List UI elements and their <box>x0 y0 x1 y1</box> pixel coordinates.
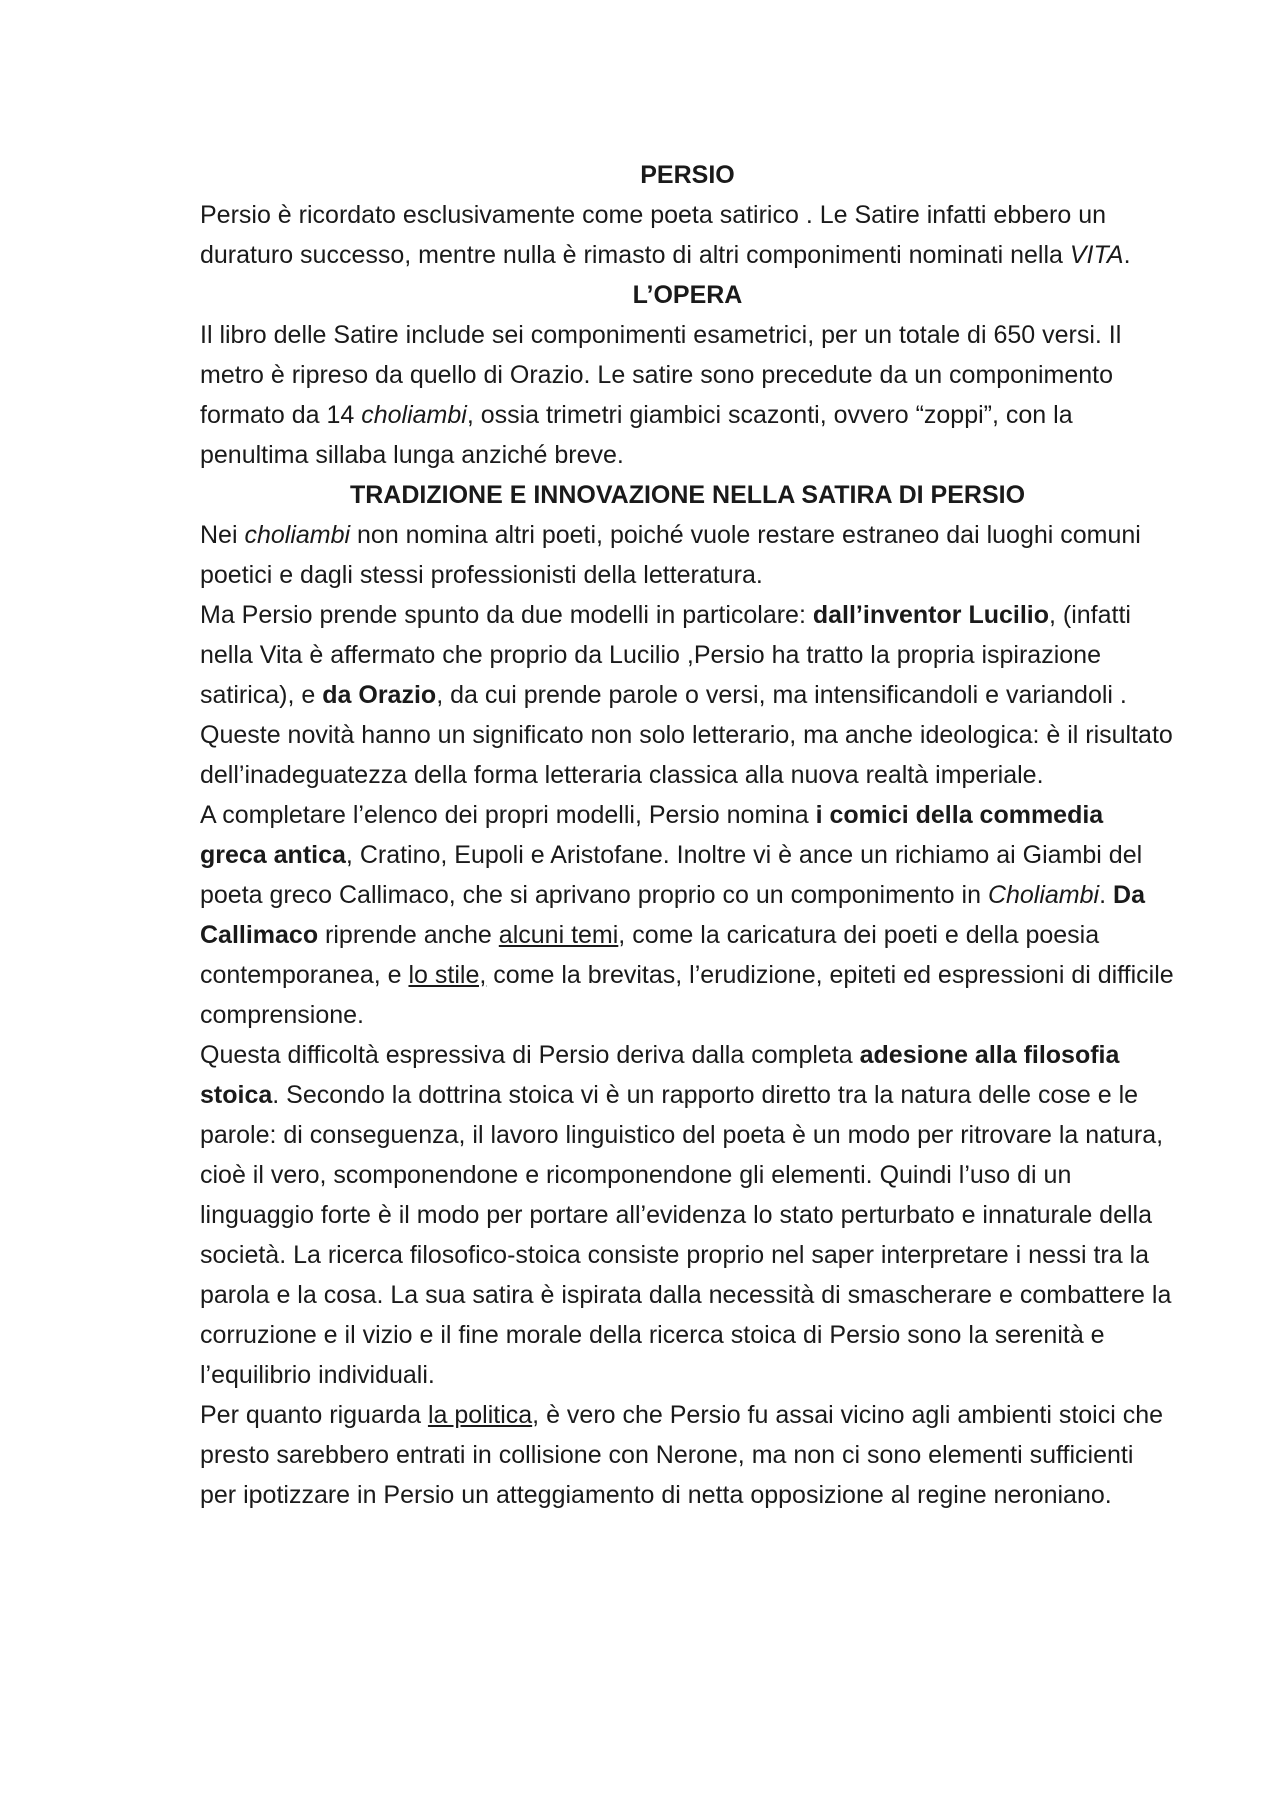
text-run: , (infatti nella Vita è affermato che proprio da Lucilio ,Persio ha tratto la propria ispirazione satirica), e <box>200 601 1131 709</box>
heading-tradizione: TRADIZIONE E INNOVAZIONE NELLA SATIRA DI PERSIO <box>349 481 1026 509</box>
paragraph-persio-intro <box>200 195 1175 275</box>
bold-run: Da Callimaco <box>200 881 1145 949</box>
paragraph-modelli <box>200 595 1175 795</box>
text-run: Questa difficoltà espressiva di Persio deriva dalla completa <box>200 1041 860 1069</box>
text-run: come la brevitas, l’erudizione, epiteti ed espressioni di difficile comprensione. <box>200 961 1174 1029</box>
italic-run: choliambi <box>361 401 467 429</box>
bold-run: da Orazio <box>322 681 437 709</box>
text-run: , Cratino, Eupoli e Aristofane. Inoltre vi è ance un richiamo ai Giambi del poeta greco Callimaco, che si aprivano proprio co un componimento in <box>200 841 1143 909</box>
text-run: Per quanto riguarda <box>200 1401 428 1429</box>
paragraph-opera <box>200 315 1175 475</box>
text-run: Persio è ricordato esclusivamente come poeta satirico . Le Satire infatti ebbero un duraturo successo, mentre nulla è rimasto di altri componimenti nominati nella <box>200 201 1107 269</box>
text-run: . Secondo la dottrina stoica vi è un rapporto diretto tra la natura delle cose e le parole: di conseguenza, il lavoro linguistico del poeta è un modo per ritrovare la natura, cioè il vero, scomponendone e ricomponendone gli elementi. Quindi l’uso di un linguaggio forte è il modo per portare all’evidenza lo stato perturbato e innaturale della società. La ricerca filosofico-stoica consiste proprio nel saper interpretare i nessi tra la parola e la cosa. La sua satira è ispirata dalla necessità di smascherare e combattere la corruzione e il vizio e il fine morale della ricerca stoica di Persio sono la serenità e l’equilibrio individuali. <box>200 1081 1172 1389</box>
italic-run: choliambi <box>244 521 351 549</box>
bold-run: adesione alla filosofia stoica <box>200 1041 1120 1109</box>
paragraph-commedia-callimaco <box>200 795 1175 1035</box>
text-run: Ma Persio prende spunto da due modelli in particolare: <box>200 601 813 629</box>
text-run: Il libro delle Satire include sei componimenti esametrici, per un totale di 650 versi. Il metro è ripreso da quello di Orazio. Le satire sono precedute da un componimento formato da 14 <box>200 321 1122 429</box>
heading-opera: L’OPERA <box>632 281 743 309</box>
italic-run: VITA <box>1069 241 1124 269</box>
text-run: . <box>1123 241 1131 269</box>
text-run: , è vero che Persio fu assai vicino agli ambienti stoici che presto sarebbero entrati in collisione con Nerone, ma non ci sono elementi sufficienti per ipotizzare in Persio un atteggiamento di netta opposizione al regine neroniano. <box>200 1401 1164 1509</box>
paragraph-choliambi <box>200 515 1175 595</box>
text-run: , ossia trimetri giambici scazonti, ovvero “zoppi”, con la penultima sillaba lunga anziché breve. <box>200 401 1073 469</box>
paragraph-politica <box>200 1395 1175 1515</box>
underline-run: alcuni temi <box>498 921 619 949</box>
italic-run: Choliambi <box>987 881 1100 909</box>
bold-run: i comici della commedia greca antica <box>200 801 1104 869</box>
text-run: Nei <box>200 521 245 549</box>
text-run: , come la caricatura dei poeti e della poesia contemporanea, e <box>200 921 1100 989</box>
document-page <box>200 155 1175 1515</box>
text-run: A completare l’elenco dei propri modelli, Persio nomina <box>200 801 816 829</box>
text-run: , da cui prende parole o versi, ma intensificandoli e variandoli . Queste novità hanno un significato non solo letterario, ma anche ideologica: è il risultato dell’inadeguatezza della forma letteraria classica alla nuova realtà imperiale. <box>200 681 1173 789</box>
underline-run: lo stile, <box>408 961 487 989</box>
heading-persio: PERSIO <box>640 161 735 189</box>
underline-run: la politica <box>427 1401 533 1429</box>
text-run: . <box>1099 881 1114 909</box>
text-run: non nomina altri poeti, poiché vuole restare estraneo dai luoghi comuni poetici e dagli stessi professionisti della letteratura. <box>200 521 1141 589</box>
bold-run: dall’inventor Lucilio <box>812 601 1049 629</box>
text-run: riprende anche <box>318 921 499 949</box>
paragraph-stoicismo <box>200 1035 1175 1395</box>
